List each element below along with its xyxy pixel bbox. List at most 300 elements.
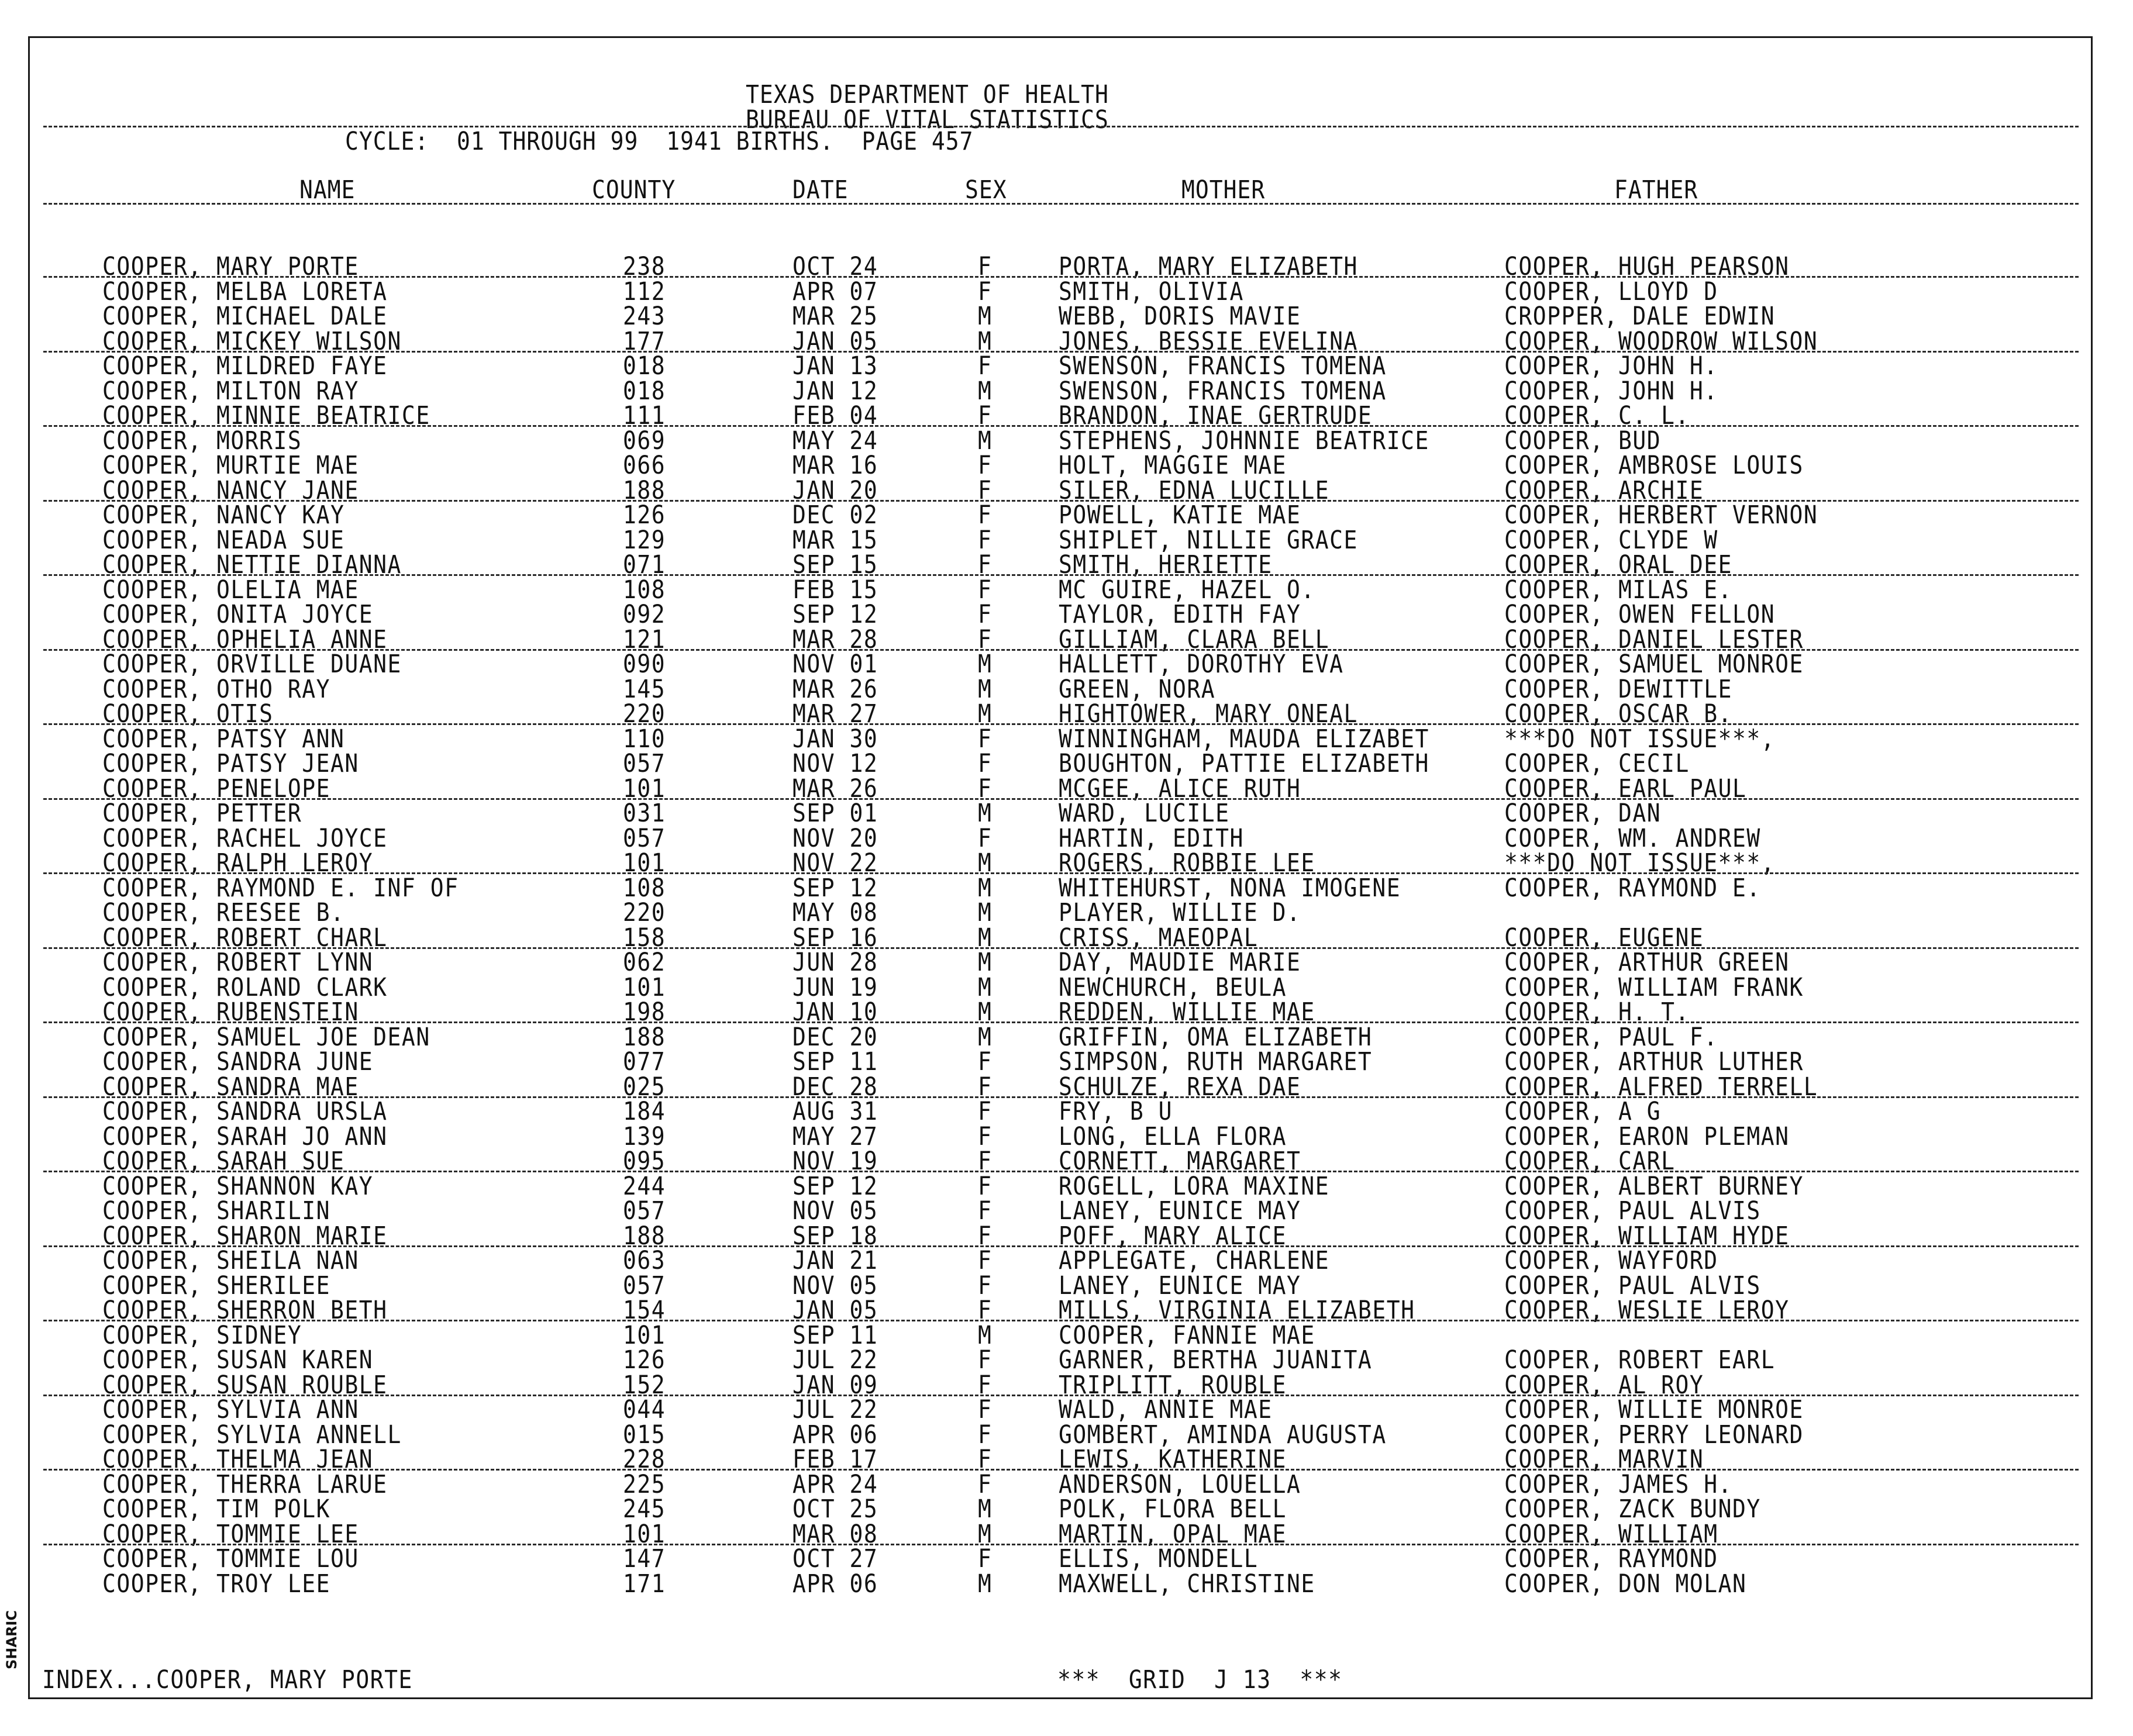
cell-date: NOV 20 xyxy=(792,823,878,853)
cell-name: COOPER, MILDRED FAYE xyxy=(102,351,388,381)
cell-name: COOPER, OLELIA MAE xyxy=(102,575,359,604)
cell-county: 015 xyxy=(623,1420,666,1449)
cell-name: COOPER, SYLVIA ANN xyxy=(102,1395,359,1424)
cell-sex: M xyxy=(978,426,993,455)
cell-name: COOPER, MURTIE MAE xyxy=(102,450,359,480)
cell-mother: ELLIS, MONDELL xyxy=(1059,1544,1259,1573)
cell-sex: F xyxy=(978,1245,993,1275)
cell-county: 188 xyxy=(623,1221,666,1250)
cell-mother: ANDERSON, LOUELLA xyxy=(1059,1469,1301,1499)
cell-father: COOPER, BUD xyxy=(1504,426,1662,455)
cell-date: SEP 11 xyxy=(792,1320,878,1350)
cell-name: COOPER, SHARON MARIE xyxy=(102,1221,388,1250)
cell-county: 101 xyxy=(623,774,666,803)
table-row xyxy=(0,972,2133,1002)
cell-mother: TAYLOR, EDITH FAY xyxy=(1059,599,1301,629)
cell-father: COOPER, WAYFORD xyxy=(1504,1245,1718,1275)
table-row xyxy=(0,1569,2133,1598)
cell-county: 158 xyxy=(623,923,666,952)
cell-mother: GOMBERT, AMINDA AUGUSTA xyxy=(1059,1420,1387,1449)
cell-date: SEP 12 xyxy=(792,1171,878,1200)
cell-date: MAR 08 xyxy=(792,1519,878,1548)
cell-date: MAR 26 xyxy=(792,674,878,703)
cell-father: COOPER, AL ROY xyxy=(1504,1370,1704,1399)
cell-date: NOV 05 xyxy=(792,1196,878,1226)
cell-name: COOPER, SARAH SUE xyxy=(102,1146,345,1176)
cell-mother: SILER, EDNA LUCILLE xyxy=(1059,475,1330,505)
cell-mother: SCHULZE, REXA DAE xyxy=(1059,1072,1301,1101)
cell-date: SEP 16 xyxy=(792,923,878,952)
cell-sex: F xyxy=(978,1345,993,1375)
cell-county: 228 xyxy=(623,1444,666,1474)
table-row xyxy=(0,1121,2133,1151)
cell-county: 177 xyxy=(623,326,666,356)
cell-mother: WEBB, DORIS MAVIE xyxy=(1059,301,1301,331)
cell-mother: HIGHTOWER, MARY ONEAL xyxy=(1059,699,1358,729)
table-row xyxy=(0,748,2133,778)
cell-father: COOPER, CLYDE W xyxy=(1504,525,1718,554)
cell-sex: M xyxy=(978,1022,993,1051)
cell-date: AUG 31 xyxy=(792,1096,878,1126)
cell-county: 139 xyxy=(623,1121,666,1151)
cell-county: 063 xyxy=(623,1245,666,1275)
cell-date: NOV 12 xyxy=(792,748,878,778)
table-row xyxy=(0,624,2133,654)
cell-sex: M xyxy=(978,972,993,1002)
cell-mother: POFF, MARY ALICE xyxy=(1059,1221,1287,1250)
cell-name: COOPER, NETTIE DIANNA xyxy=(102,550,402,579)
cell-date: APR 06 xyxy=(792,1569,878,1598)
table-row xyxy=(0,898,2133,927)
cell-mother: HALLETT, DOROTHY EVA xyxy=(1059,649,1344,679)
cell-mother: MCGEE, ALICE RUTH xyxy=(1059,774,1301,803)
cell-name: COOPER, NEADA SUE xyxy=(102,525,345,554)
cell-name: COOPER, NANCY JANE xyxy=(102,475,359,505)
table-row xyxy=(0,599,2133,629)
cell-date: MAR 15 xyxy=(792,525,878,554)
cell-mother: SMITH, OLIVIA xyxy=(1059,277,1244,306)
cell-county: 184 xyxy=(623,1096,666,1126)
cell-county: 092 xyxy=(623,599,666,629)
cell-mother: REDDEN, WILLIE MAE xyxy=(1059,997,1315,1027)
cell-mother: SIMPSON, RUTH MARGARET xyxy=(1059,1047,1373,1076)
cell-county: 031 xyxy=(623,798,666,828)
cell-mother: SMITH, HERIETTE xyxy=(1059,550,1273,579)
cell-sex: M xyxy=(978,997,993,1027)
cell-sex: F xyxy=(978,1271,993,1300)
cell-sex: F xyxy=(978,1544,993,1573)
table-row xyxy=(0,947,2133,977)
cell-date: OCT 25 xyxy=(792,1494,878,1524)
cell-father: COOPER, JOHN H. xyxy=(1504,376,1718,405)
cell-sex: F xyxy=(978,550,993,579)
table-row xyxy=(0,426,2133,455)
cell-father: COOPER, CECIL xyxy=(1504,748,1690,778)
cell-sex: F xyxy=(978,1096,993,1126)
cell-county: 152 xyxy=(623,1370,666,1399)
cell-father: COOPER, MARVIN xyxy=(1504,1444,1704,1474)
cell-name: COOPER, OTHO RAY xyxy=(102,674,331,703)
cell-father: ***DO NOT ISSUE***, xyxy=(1504,724,1776,753)
table-row xyxy=(0,1271,2133,1300)
cell-mother: TRIPLITT, ROUBLE xyxy=(1059,1370,1287,1399)
column-header-name: NAME xyxy=(299,175,356,205)
cell-county: 121 xyxy=(623,624,666,654)
table-row xyxy=(0,525,2133,554)
cell-date: APR 06 xyxy=(792,1420,878,1449)
cell-father: COOPER, WM. ANDREW xyxy=(1504,823,1761,853)
cell-father: COOPER, EARL PAUL xyxy=(1504,774,1747,803)
cell-father: COOPER, RAYMOND E. xyxy=(1504,873,1761,902)
cell-father: COOPER, PAUL ALVIS xyxy=(1504,1271,1761,1300)
cell-mother: HARTIN, EDITH xyxy=(1059,823,1244,853)
cycle-line: CYCLE: 01 THROUGH 99 1941 BIRTHS. PAGE 457 xyxy=(345,127,974,156)
cell-county: 188 xyxy=(623,475,666,505)
cell-name: COOPER, NANCY KAY xyxy=(102,500,345,530)
cell-date: NOV 05 xyxy=(792,1271,878,1300)
cell-county: 018 xyxy=(623,376,666,405)
cell-sex: F xyxy=(978,1047,993,1076)
cell-father: COOPER, ALBERT BURNEY xyxy=(1504,1171,1804,1200)
table-row xyxy=(0,1544,2133,1573)
cell-name: COOPER, RUBENSTEIN xyxy=(102,997,359,1027)
cell-mother: WALD, ANNIE MAE xyxy=(1059,1395,1273,1424)
cell-name: COOPER, TOMMIE LOU xyxy=(102,1544,359,1573)
cell-father: COOPER, PERRY LEONARD xyxy=(1504,1420,1804,1449)
cell-date: JUN 19 xyxy=(792,972,878,1002)
cell-county: 225 xyxy=(623,1469,666,1499)
cell-name: COOPER, SIDNEY xyxy=(102,1320,302,1350)
cell-mother: JONES, BESSIE EVELINA xyxy=(1059,326,1358,356)
cell-sex: F xyxy=(978,1196,993,1226)
cell-mother: STEPHENS, JOHNNIE BEATRICE xyxy=(1059,426,1429,455)
cell-county: 062 xyxy=(623,947,666,977)
cell-father: COOPER, OWEN FELLON xyxy=(1504,599,1776,629)
cell-name: COOPER, SUSAN KAREN xyxy=(102,1345,374,1375)
cell-father: COOPER, JAMES H. xyxy=(1504,1469,1733,1499)
cell-mother: WHITEHURST, NONA IMOGENE xyxy=(1059,873,1401,902)
cell-father: COOPER, WILLIE MONROE xyxy=(1504,1395,1804,1424)
cell-sex: F xyxy=(978,575,993,604)
cell-date: MAY 24 xyxy=(792,426,878,455)
cell-father: ***DO NOT ISSUE***, xyxy=(1504,848,1776,878)
cell-father: COOPER, ZACK BUNDY xyxy=(1504,1494,1761,1524)
cell-county: 025 xyxy=(623,1072,666,1101)
table-row xyxy=(0,724,2133,753)
cell-county: 145 xyxy=(623,674,666,703)
cell-date: OCT 27 xyxy=(792,1544,878,1573)
cell-county: 077 xyxy=(623,1047,666,1076)
cell-date: NOV 01 xyxy=(792,649,878,679)
cell-mother: MILLS, VIRGINIA ELIZABETH xyxy=(1059,1295,1415,1325)
cell-county: 090 xyxy=(623,649,666,679)
cell-sex: M xyxy=(978,1519,993,1548)
cell-father: COOPER, JOHN H. xyxy=(1504,351,1718,381)
cell-county: 111 xyxy=(623,401,666,430)
cell-date: MAR 25 xyxy=(792,301,878,331)
table-row xyxy=(0,475,2133,505)
cell-name: COOPER, RALPH LEROY xyxy=(102,848,374,878)
column-header-father: FATHER xyxy=(1614,175,1698,205)
cell-date: JAN 30 xyxy=(792,724,878,753)
cell-father: CROPPER, DALE EDWIN xyxy=(1504,301,1776,331)
cell-county: 101 xyxy=(623,1320,666,1350)
cell-mother: WARD, LUCILE xyxy=(1059,798,1230,828)
cell-sex: F xyxy=(978,450,993,480)
cell-date: MAY 08 xyxy=(792,898,878,927)
table-row xyxy=(0,1420,2133,1449)
table-row xyxy=(0,997,2133,1027)
table-row xyxy=(0,1171,2133,1200)
cell-county: 057 xyxy=(623,748,666,778)
cell-sex: F xyxy=(978,774,993,803)
table-row xyxy=(0,351,2133,381)
cell-county: 171 xyxy=(623,1569,666,1598)
cell-name: COOPER, MICHAEL DALE xyxy=(102,301,388,331)
cell-father: COOPER, A G xyxy=(1504,1096,1662,1126)
cell-mother: SHIPLET, NILLIE GRACE xyxy=(1059,525,1358,554)
cell-father: COOPER, HERBERT VERNON xyxy=(1504,500,1818,530)
cell-sex: F xyxy=(978,724,993,753)
cell-name: COOPER, SHARILIN xyxy=(102,1196,331,1226)
cell-father: COOPER, C. L. xyxy=(1504,401,1690,430)
cell-county: 244 xyxy=(623,1171,666,1200)
column-header-county: COUNTY xyxy=(592,175,676,205)
cell-name: COOPER, MICKEY WILSON xyxy=(102,326,402,356)
cell-name: COOPER, PENELOPE xyxy=(102,774,331,803)
cell-mother: NEWCHURCH, BEULA xyxy=(1059,972,1287,1002)
cell-father: COOPER, WILLIAM HYDE xyxy=(1504,1221,1790,1250)
column-header-date: DATE xyxy=(792,175,849,205)
cell-name: COOPER, THELMA JEAN xyxy=(102,1444,374,1474)
cell-name: COOPER, SHANNON KAY xyxy=(102,1171,374,1200)
table-row xyxy=(0,1047,2133,1076)
cell-sex: M xyxy=(978,376,993,405)
cell-name: COOPER, RACHEL JOYCE xyxy=(102,823,388,853)
cell-county: 069 xyxy=(623,426,666,455)
cell-name: COOPER, MELBA LORETA xyxy=(102,277,388,306)
cell-date: JUN 28 xyxy=(792,947,878,977)
cell-date: DEC 02 xyxy=(792,500,878,530)
cell-father: COOPER, ALFRED TERRELL xyxy=(1504,1072,1818,1101)
cell-mother: SWENSON, FRANCIS TOMENA xyxy=(1059,351,1387,381)
cell-date: JUL 22 xyxy=(792,1395,878,1424)
cell-date: SEP 12 xyxy=(792,599,878,629)
cell-father: COOPER, RAYMOND xyxy=(1504,1544,1718,1573)
cell-father: COOPER, WILLIAM xyxy=(1504,1519,1718,1548)
cell-date: DEC 20 xyxy=(792,1022,878,1051)
cell-date: MAR 27 xyxy=(792,699,878,729)
cell-mother: CORNETT, MARGARET xyxy=(1059,1146,1301,1176)
cell-name: COOPER, SANDRA MAE xyxy=(102,1072,359,1101)
cell-mother: GREEN, NORA xyxy=(1059,674,1216,703)
cell-date: JAN 05 xyxy=(792,326,878,356)
cell-sex: M xyxy=(978,947,993,977)
cell-sex: F xyxy=(978,1171,993,1200)
index-footer: INDEX...COOPER, MARY PORTE xyxy=(42,1665,413,1694)
cell-father: COOPER, DEWITTLE xyxy=(1504,674,1733,703)
cell-county: 101 xyxy=(623,1519,666,1548)
cell-date: JUL 22 xyxy=(792,1345,878,1375)
cell-sex: F xyxy=(978,599,993,629)
table-row xyxy=(0,1295,2133,1325)
cell-mother: PLAYER, WILLIE D. xyxy=(1059,898,1301,927)
cell-date: SEP 15 xyxy=(792,550,878,579)
cell-mother: DAY, MAUDIE MARIE xyxy=(1059,947,1301,977)
cell-county: 066 xyxy=(623,450,666,480)
side-label: SHARIC xyxy=(4,1610,20,1669)
cell-father: COOPER, OSCAR B. xyxy=(1504,699,1733,729)
cell-father: COOPER, WESLIE LEROY xyxy=(1504,1295,1790,1325)
cell-sex: M xyxy=(978,1569,993,1598)
table-row xyxy=(0,326,2133,356)
cell-county: 243 xyxy=(623,301,666,331)
cell-name: COOPER, SHEILA NAN xyxy=(102,1245,359,1275)
cell-name: COOPER, THERRA LARUE xyxy=(102,1469,388,1499)
cell-county: 057 xyxy=(623,823,666,853)
cell-county: 095 xyxy=(623,1146,666,1176)
cell-sex: F xyxy=(978,748,993,778)
cell-sex: M xyxy=(978,1494,993,1524)
table-row xyxy=(0,1146,2133,1176)
cell-county: 057 xyxy=(623,1271,666,1300)
cell-mother: MAXWELL, CHRISTINE xyxy=(1059,1569,1315,1598)
cell-mother: GRIFFIN, OMA ELIZABETH xyxy=(1059,1022,1373,1051)
column-header-mother: MOTHER xyxy=(1181,175,1266,205)
cell-sex: F xyxy=(978,1121,993,1151)
table-row xyxy=(0,450,2133,480)
table-row xyxy=(0,1494,2133,1524)
cell-date: JAN 20 xyxy=(792,475,878,505)
cell-name: COOPER, TOMMIE LEE xyxy=(102,1519,359,1548)
cell-date: FEB 17 xyxy=(792,1444,878,1474)
cell-father: COOPER, H. T. xyxy=(1504,997,1690,1027)
cell-date: MAR 16 xyxy=(792,450,878,480)
table-row xyxy=(0,1519,2133,1548)
cell-father: COOPER, PAUL ALVIS xyxy=(1504,1196,1761,1226)
table-row xyxy=(0,774,2133,803)
table-row xyxy=(0,649,2133,679)
cell-sex: F xyxy=(978,1469,993,1499)
cell-name: COOPER, MILTON RAY xyxy=(102,376,359,405)
cell-date: SEP 12 xyxy=(792,873,878,902)
cell-father: COOPER, ROBERT EARL xyxy=(1504,1345,1776,1375)
cell-date: OCT 24 xyxy=(792,251,878,281)
cell-sex: F xyxy=(978,823,993,853)
cell-sex: M xyxy=(978,848,993,878)
cell-date: NOV 22 xyxy=(792,848,878,878)
cell-mother: WINNINGHAM, MAUDA ELIZABET xyxy=(1059,724,1429,753)
cell-father: COOPER, CARL xyxy=(1504,1146,1676,1176)
cell-name: COOPER, ORVILLE DUANE xyxy=(102,649,402,679)
cell-father: COOPER, LLOYD D xyxy=(1504,277,1718,306)
cell-sex: F xyxy=(978,1221,993,1250)
cell-mother: APPLEGATE, CHARLENE xyxy=(1059,1245,1330,1275)
cell-county: 126 xyxy=(623,1345,666,1375)
cell-date: JAN 09 xyxy=(792,1370,878,1399)
cell-name: COOPER, SARAH JO ANN xyxy=(102,1121,388,1151)
cell-father: COOPER, ARCHIE xyxy=(1504,475,1704,505)
cell-sex: M xyxy=(978,699,993,729)
cell-date: APR 24 xyxy=(792,1469,878,1499)
cell-father: COOPER, EARON PLEMAN xyxy=(1504,1121,1790,1151)
cell-name: COOPER, SUSAN ROUBLE xyxy=(102,1370,388,1399)
cell-date: JAN 21 xyxy=(792,1245,878,1275)
grid-footer: *** GRID J 13 *** xyxy=(1057,1665,1343,1694)
cell-father: COOPER, SAMUEL MONROE xyxy=(1504,649,1804,679)
cell-mother: HOLT, MAGGIE MAE xyxy=(1059,450,1287,480)
table-row xyxy=(0,1022,2133,1051)
cell-mother: GILLIAM, CLARA BELL xyxy=(1059,624,1330,654)
cell-county: 108 xyxy=(623,575,666,604)
cell-date: JAN 12 xyxy=(792,376,878,405)
cell-county: 112 xyxy=(623,277,666,306)
column-header-sex: SEX xyxy=(965,175,1007,205)
cell-county: 198 xyxy=(623,997,666,1027)
table-row xyxy=(0,1444,2133,1474)
cell-mother: SWENSON, FRANCIS TOMENA xyxy=(1059,376,1387,405)
cell-name: COOPER, SYLVIA ANNELL xyxy=(102,1420,402,1449)
cell-name: COOPER, RAYMOND E. INF OF xyxy=(102,873,459,902)
cell-mother: LONG, ELLA FLORA xyxy=(1059,1121,1287,1151)
cell-mother: POWELL, KATIE MAE xyxy=(1059,500,1301,530)
cell-sex: F xyxy=(978,401,993,430)
table-row xyxy=(0,1395,2133,1424)
cell-name: COOPER, ROLAND CLARK xyxy=(102,972,388,1002)
cell-father: COOPER, DAN xyxy=(1504,798,1662,828)
cell-mother: BOUGHTON, PATTIE ELIZABETH xyxy=(1059,748,1429,778)
table-row xyxy=(0,1345,2133,1375)
cell-name: COOPER, SANDRA JUNE xyxy=(102,1047,374,1076)
cell-county: 101 xyxy=(623,848,666,878)
cell-name: COOPER, MORRIS xyxy=(102,426,302,455)
cell-county: 129 xyxy=(623,525,666,554)
cell-mother: BRANDON, INAE GERTRUDE xyxy=(1059,401,1373,430)
cell-sex: F xyxy=(978,1295,993,1325)
cell-mother: FRY, B U xyxy=(1059,1096,1173,1126)
table-row xyxy=(0,575,2133,604)
cell-name: COOPER, SHERRON BETH xyxy=(102,1295,388,1325)
cell-sex: F xyxy=(978,1370,993,1399)
cell-father: COOPER, EUGENE xyxy=(1504,923,1704,952)
cell-name: COOPER, MARY PORTE xyxy=(102,251,359,281)
cell-county: 101 xyxy=(623,972,666,1002)
cell-mother: GARNER, BERTHA JUANITA xyxy=(1059,1345,1373,1375)
table-row xyxy=(0,277,2133,306)
cell-mother: LEWIS, KATHERINE xyxy=(1059,1444,1287,1474)
table-row xyxy=(0,873,2133,902)
cell-sex: F xyxy=(978,475,993,505)
cell-father: COOPER, DON MOLAN xyxy=(1504,1569,1747,1598)
cell-father: COOPER, ARTHUR LUTHER xyxy=(1504,1047,1804,1076)
cell-name: COOPER, OTIS xyxy=(102,699,274,729)
cell-date: APR 07 xyxy=(792,277,878,306)
cell-mother: CRISS, MAEOPAL xyxy=(1059,923,1259,952)
cell-date: JAN 13 xyxy=(792,351,878,381)
page-title: TEXAS DEPARTMENT OF HEALTH xyxy=(746,80,1109,109)
table-row xyxy=(0,699,2133,729)
table-row xyxy=(0,301,2133,331)
cell-sex: F xyxy=(978,1395,993,1424)
table-row xyxy=(0,1320,2133,1350)
cell-mother: ROGELL, LORA MAXINE xyxy=(1059,1171,1330,1200)
cell-county: 245 xyxy=(623,1494,666,1524)
cell-sex: F xyxy=(978,351,993,381)
cell-sex: M xyxy=(978,674,993,703)
cell-name: COOPER, PETTER xyxy=(102,798,302,828)
cell-date: DEC 28 xyxy=(792,1072,878,1101)
cell-county: 220 xyxy=(623,898,666,927)
